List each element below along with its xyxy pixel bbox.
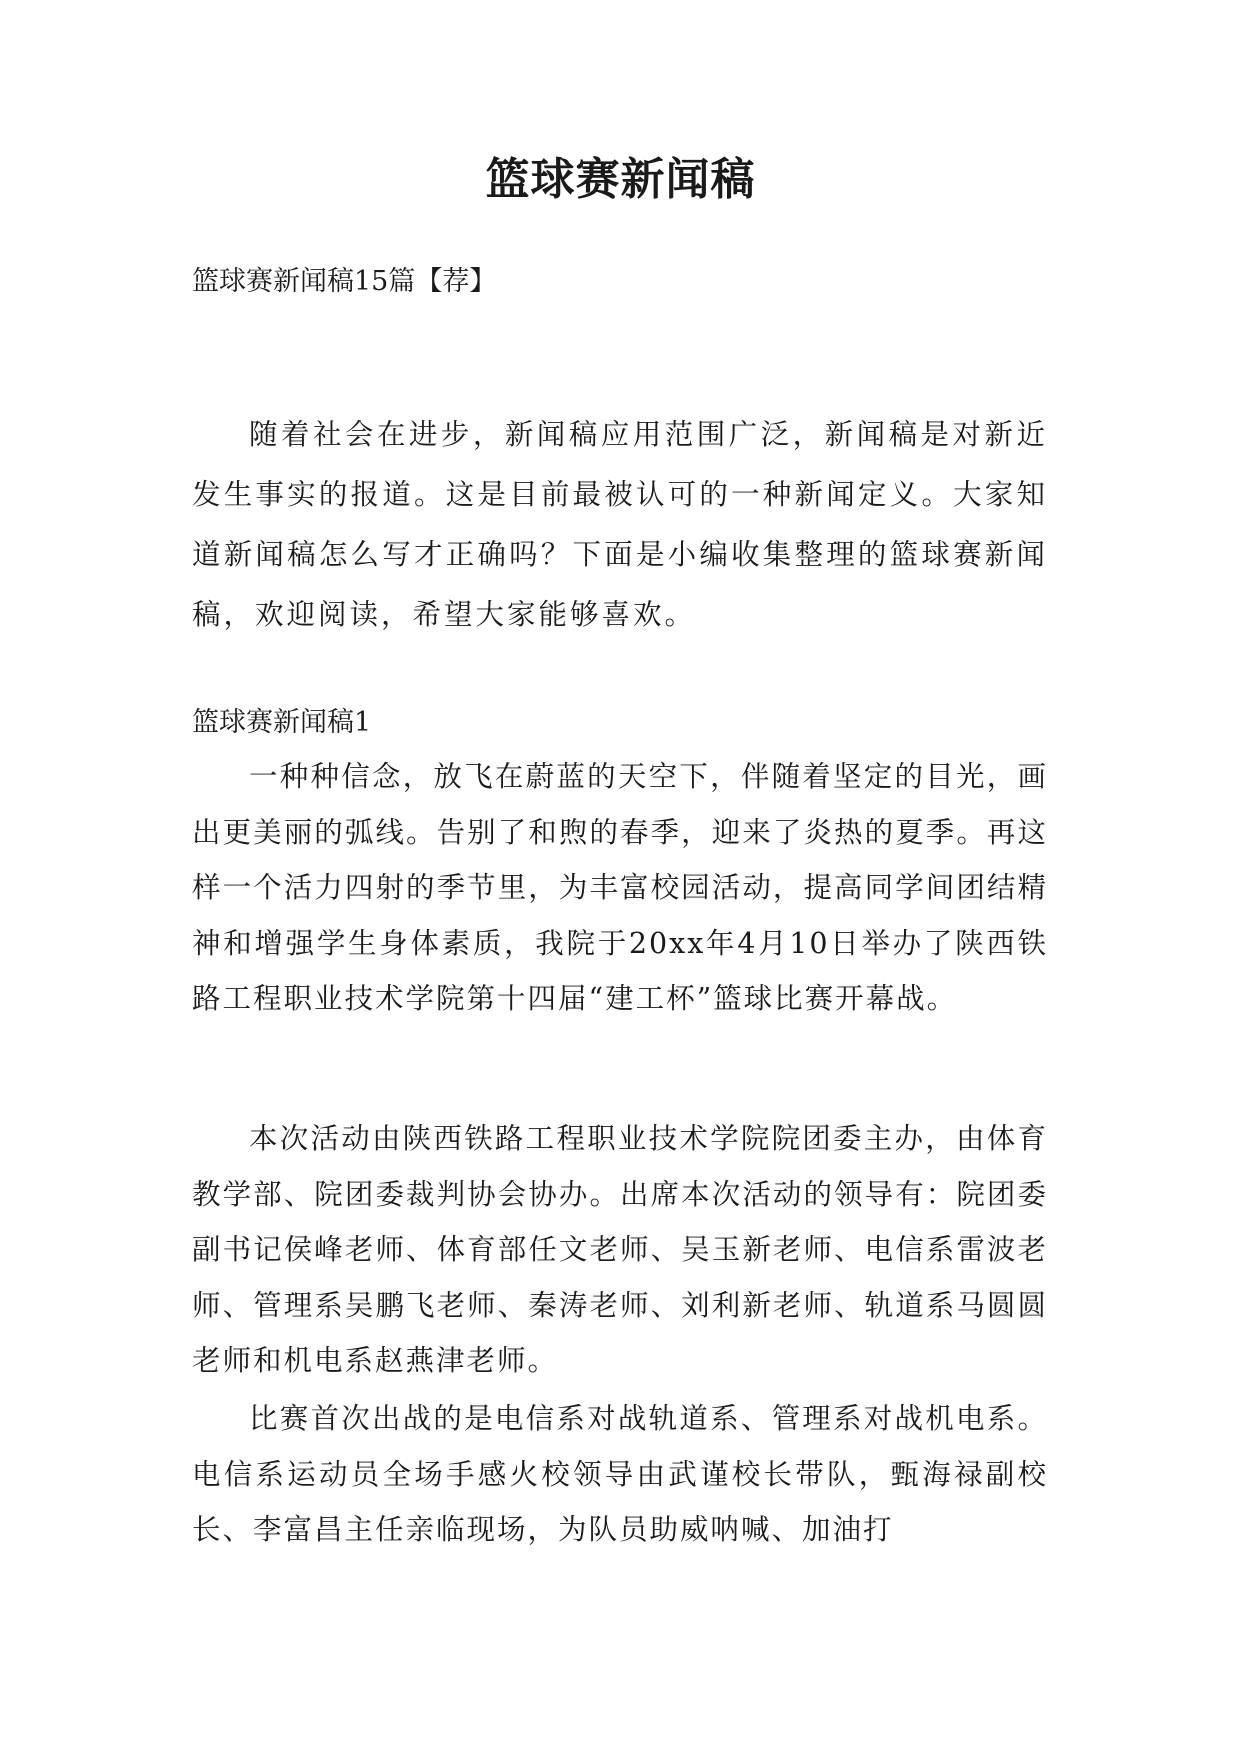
document-subtitle: 篮球赛新闻稿15篇【荐】 [192,266,497,297]
document-title: 篮球赛新闻稿 [485,154,756,205]
body-paragraph-1: 一种种信念，放飞在蔚蓝的天空下，伴随着坚定的目光，画出更美丽的弧线。告别了和煦的春季，迎来了炎热的夏季。再这样一个活力四射的季节里，为丰富校园活动，提高同学间团结精神和增强学生身体素质，我院于20xx年4月10日举办了陕西铁路工程职业技术学院第十四届“建工杯”篮球比赛开幕战。 [192,760,1048,1015]
section-heading: 篮球赛新闻稿1 [192,707,372,738]
intro-paragraph: 随着社会在进步，新闻稿应用范围广泛，新闻稿是对新近发生事实的报道。这是目前最被认可的一种新闻定义。大家知道新闻稿怎么写才正确吗？下面是小编收集整理的篮球赛新闻稿，欢迎阅读，希望大家能够喜欢。 [192,418,1048,631]
body-paragraph-2: 本次活动由陕西铁路工程职业技术学院院团委主办，由体育教学部、院团委裁判协会协办。出席本次活动的领导有：院团委副书记侯峰老师、体育部任文老师、吴玉新老师、电信系雷波老师、管理系吴鹏飞老师、秦涛老师、刘利新老师、轨道系马圆圆老师和机电系赵燕津老师。 [192,1122,1048,1377]
body-paragraph-3: 比赛首次出战的是电信系对战轨道系、管理系对战机电系。电信系运动员全场手感火校领导由武谨校长带队，甄海禄副校长、李富昌主任亲临现场，为队员助威呐喊、加油打 [192,1402,1048,1546]
